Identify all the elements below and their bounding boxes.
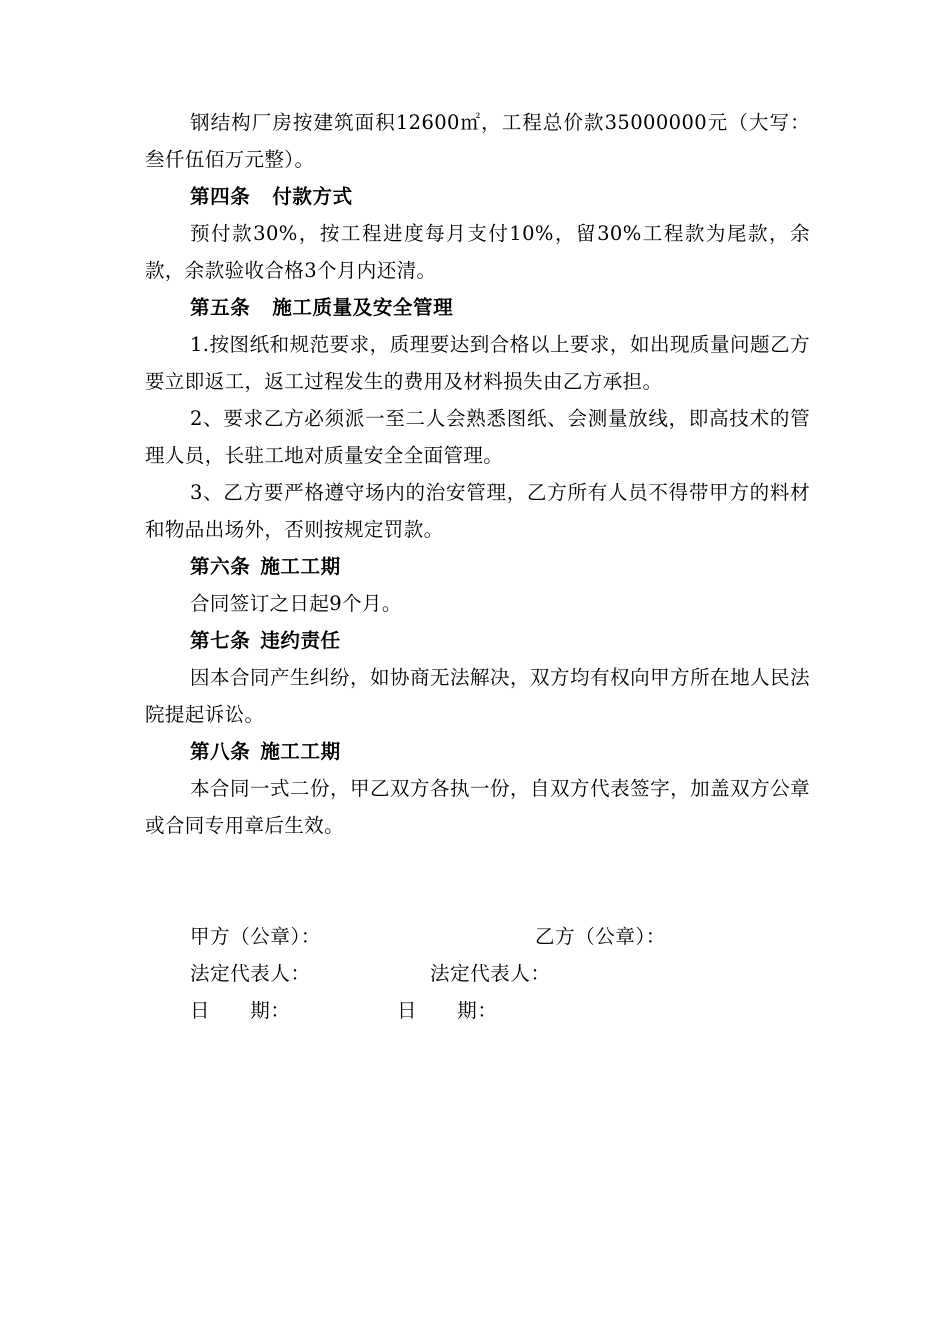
party-a-representative-label: 法定代表人： [190, 962, 311, 985]
clause-title: 付款方式 [272, 185, 353, 208]
clause-title: 违约责任 [260, 629, 341, 652]
clause-paragraph: 钢结构厂房按建筑面积12600㎡，工程总价款35000000元（大写：叁仟伍佰万元整）。 [145, 111, 810, 171]
clause-heading [145, 733, 810, 770]
clause-heading [145, 548, 810, 585]
party-b-representative-label: 法定代表人： [430, 962, 551, 985]
clause-number: 第五条 [190, 296, 251, 319]
contract-body [145, 104, 810, 844]
clause-number: 第八条 [190, 740, 251, 763]
clause-heading [145, 622, 810, 659]
clause-heading [145, 289, 810, 326]
party-b-seal-label: 乙方（公章）： [535, 925, 666, 948]
party-b-date-label: 日 期： [397, 999, 498, 1022]
clause-number: 第四条 [190, 185, 251, 208]
clause-paragraph: 1.按图纸和规范要求，质理要达到合格以上要求，如出现质量问题乙方要立即返工，返工过程发生的费用及材料损失由乙方承担。 [145, 333, 810, 393]
clause-paragraph: 本合同一式二份，甲乙双方各执一份，自双方代表签字，加盖双方公章或合同专用章后生效。 [145, 777, 810, 837]
clause-title: 施工工期 [260, 555, 341, 578]
party-a-date-label: 日 期： [190, 999, 291, 1022]
clause-title: 施工工期 [260, 740, 341, 763]
clause-paragraph: 因本合同产生纠纷，如协商无法解决，双方均有权向甲方所在地人民法院提起诉讼。 [145, 666, 810, 726]
clause-number: 第七条 [190, 629, 251, 652]
clause-paragraph: 预付款30%，按工程进度每月支付10%，留30%工程款为尾款，余款，余款验收合格3个月内还清。 [145, 222, 810, 282]
clause-paragraph: 3、乙方要严格遵守场内的治安管理，乙方所有人员不得带甲方的料材和物品出场外，否则按规定罚款。 [145, 481, 810, 541]
clause-heading [145, 178, 810, 215]
clause-title: 施工质量及安全管理 [272, 296, 454, 319]
clause-paragraph: 合同签订之日起9个月。 [190, 592, 402, 615]
clause-paragraph: 2、要求乙方必须派一至二人会熟悉图纸、会测量放线，即高技术的管理人员，长驻工地对质量安全全面管理。 [145, 407, 810, 467]
party-a-seal-label: 甲方（公章）： [190, 925, 321, 948]
clause-number: 第六条 [190, 555, 251, 578]
